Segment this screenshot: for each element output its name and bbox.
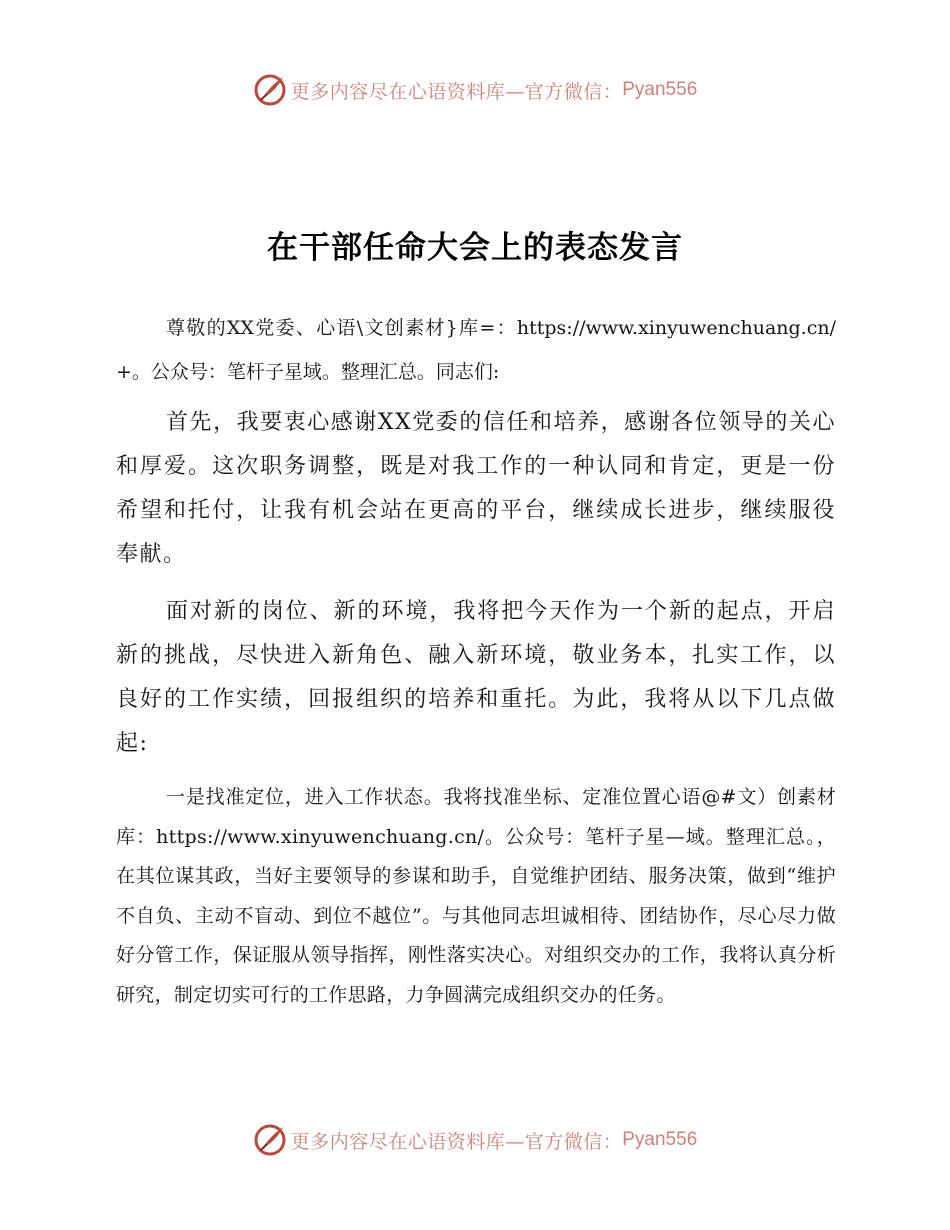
paragraph-salutation: 尊敬的XX党委、心语\文创素材}库=：https://www.xinyuwenchuang.cn/+。公众号：笔杆子星域。整理汇总。同志们: [116, 317, 836, 383]
document-title: 在干部任命大会上的表态发言 [267, 230, 683, 266]
feather-circle-logo-icon [253, 73, 287, 107]
footer-banner-text: 更多内容尽在心语资料库—官方微信： [290, 1130, 623, 1153]
paragraph-point-one: 一是找准定位，进入工作状态。我将找准坐标、定准位置心语@#文）创素材库：https://www.xinyuwenchuang.cn/。公众号：笔杆子星—域。整理汇总。，在其位谋其政，当好主要领导的参谋和助手，自觉维护团结、服务决策，做到“维护不自负、主动不盲动、到位不越位”。与其他同志坦诚相待、团结协作，尽心尽力做好分管工作，保证服从领导指挥，刚性落实决心。对组织交办的工作，我将认真分析研究，制定切实可行的工作思路，力争圆满完成组织交办的任务。 [116, 786, 836, 1006]
feather-circle-logo-icon [253, 1123, 287, 1157]
header-banner-text: 更多内容尽在心语资料库—官方微信： [290, 80, 623, 103]
header-wechat-id: Pyan556 [622, 79, 698, 100]
paragraph-thanks: 首先，我要衷心感谢XX党委的信任和培养，感谢各位领导的关心和厚爱。这次职务调整，既是对我工作的一种认同和肯定，更是一份希望和托付，让我有机会站在更高的平台，继续成长进步，继续服役奉献。 [116, 410, 836, 567]
footer-banner [0, 1120, 950, 1160]
header-banner [0, 70, 950, 110]
paragraph-new-post: 面对新的岗位、新的环境，我将把今天作为一个新的起点，开启新的挑战，尽快进入新角色、融入新环境，敬业务本，扎实工作，以良好的工作实绩，回报组织的培养和重托。为此，我将从以下几点做起: [116, 599, 836, 756]
footer-wechat-id: Pyan556 [622, 1129, 698, 1150]
